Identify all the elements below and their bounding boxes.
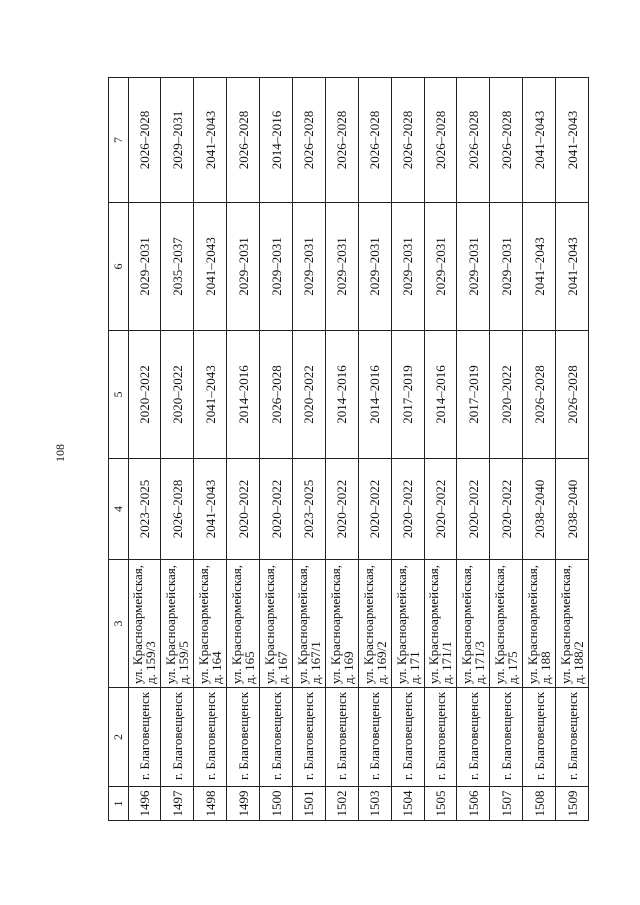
table-row (358, 78, 391, 821)
period-cell-col4: 2023–2025 (292, 459, 325, 560)
period-cell-col5: 2020–2022 (161, 331, 194, 459)
table-row (391, 78, 424, 821)
period-cell-col7: 2041–2043 (523, 78, 556, 203)
period-cell-col4: 2038–2040 (556, 459, 589, 560)
period-cell-col5: 2026–2028 (523, 331, 556, 459)
period-cell-col6: 2029–2031 (391, 203, 424, 331)
column-header: 3 (109, 560, 129, 688)
period-cell-col5: 2017–2019 (457, 331, 490, 459)
table-row (523, 78, 556, 821)
period-cell-col7: 2026–2028 (424, 78, 457, 203)
table-row (556, 78, 589, 821)
address-cell: ул. Красноармейская, д. 165 (227, 560, 260, 688)
period-cell-col7: 2041–2043 (194, 78, 227, 203)
column-header: 4 (109, 459, 129, 560)
header-row (109, 78, 129, 821)
address-cell: ул. Красноармейская, д. 159/5 (161, 560, 194, 688)
row-number-cell: 1496 (128, 787, 161, 821)
row-number-cell: 1497 (161, 787, 194, 821)
row-number-cell: 1501 (292, 787, 325, 821)
city-cell: г. Благовещенск (457, 688, 490, 787)
period-cell-col6: 2029–2031 (490, 203, 523, 331)
period-cell-col7: 2026–2028 (292, 78, 325, 203)
period-cell-col5: 2020–2022 (292, 331, 325, 459)
row-number-cell: 1507 (490, 787, 523, 821)
period-cell-col5: 2041–2043 (194, 331, 227, 459)
period-cell-col7: 2041–2043 (556, 78, 589, 203)
period-cell-col4: 2026–2028 (161, 459, 194, 560)
address-cell: ул. Красноармейская, д. 188 (523, 560, 556, 688)
city-cell: г. Благовещенск (424, 688, 457, 787)
period-cell-col6: 2041–2043 (194, 203, 227, 331)
city-cell: г. Благовещенск (490, 688, 523, 787)
address-cell: ул. Красноармейская, д. 175 (490, 560, 523, 688)
row-number-cell: 1502 (325, 787, 358, 821)
table-row (260, 78, 293, 821)
period-cell-col4: 2020–2022 (424, 459, 457, 560)
period-cell-col4: 2020–2022 (227, 459, 260, 560)
page-number: 108 (53, 444, 67, 462)
city-cell: г. Благовещенск (128, 688, 161, 787)
period-cell-col5: 2026–2028 (556, 331, 589, 459)
address-cell: ул. Красноармейская, д. 164 (194, 560, 227, 688)
period-cell-col6: 2029–2031 (227, 203, 260, 331)
column-header: 5 (109, 331, 129, 459)
row-number-cell: 1503 (358, 787, 391, 821)
table-row (325, 78, 358, 821)
table-row (194, 78, 227, 821)
table-row (424, 78, 457, 821)
table-row (227, 78, 260, 821)
city-cell: г. Благовещенск (292, 688, 325, 787)
table-body (109, 78, 589, 821)
period-cell-col6: 2029–2031 (128, 203, 161, 331)
table-row (292, 78, 325, 821)
row-number-cell: 1504 (391, 787, 424, 821)
address-cell: ул. Красноармейская, д. 188/2 (556, 560, 589, 688)
period-cell-col4: 2020–2022 (490, 459, 523, 560)
address-cell: ул. Красноармейская, д. 171 (391, 560, 424, 688)
period-cell-col6: 2041–2043 (556, 203, 589, 331)
period-cell-col4: 2038–2040 (523, 459, 556, 560)
period-cell-col5: 2017–2019 (391, 331, 424, 459)
period-cell-col5: 2014–2016 (227, 331, 260, 459)
period-cell-col4: 2020–2022 (457, 459, 490, 560)
row-number-cell: 1505 (424, 787, 457, 821)
period-cell-col6: 2041–2043 (523, 203, 556, 331)
period-cell-col7: 2026–2028 (325, 78, 358, 203)
period-cell-col6: 2029–2031 (424, 203, 457, 331)
period-cell-col6: 2029–2031 (358, 203, 391, 331)
address-cell: ул. Красноармейская, д. 169/2 (358, 560, 391, 688)
period-cell-col5: 2014–2016 (325, 331, 358, 459)
period-cell-col7: 2026–2028 (457, 78, 490, 203)
city-cell: г. Благовещенск (161, 688, 194, 787)
period-cell-col6: 2035–2037 (161, 203, 194, 331)
column-header: 1 (109, 787, 129, 821)
period-cell-col6: 2029–2031 (260, 203, 293, 331)
city-cell: г. Благовещенск (325, 688, 358, 787)
city-cell: г. Благовещенск (194, 688, 227, 787)
address-cell: ул. Красноармейская, д. 171/1 (424, 560, 457, 688)
row-number-cell: 1508 (523, 787, 556, 821)
period-cell-col4: 2020–2022 (391, 459, 424, 560)
address-cell: ул. Красноармейская, д. 171/3 (457, 560, 490, 688)
period-cell-col6: 2029–2031 (292, 203, 325, 331)
period-cell-col5: 2014–2016 (358, 331, 391, 459)
period-cell-col4: 2041–2043 (194, 459, 227, 560)
row-number-cell: 1500 (260, 787, 293, 821)
address-cell: ул. Красноармейская, д. 169 (325, 560, 358, 688)
period-cell-col4: 2020–2022 (260, 459, 293, 560)
city-cell: г. Благовещенск (391, 688, 424, 787)
city-cell: г. Благовещенск (556, 688, 589, 787)
schedule-table (108, 77, 589, 821)
period-cell-col5: 2020–2022 (490, 331, 523, 459)
period-cell-col7: 2026–2028 (490, 78, 523, 203)
period-cell-col5: 2026–2028 (260, 331, 293, 459)
period-cell-col5: 2020–2022 (128, 331, 161, 459)
city-cell: г. Благовещенск (227, 688, 260, 787)
table-row (128, 78, 161, 821)
period-cell-col7: 2026–2028 (227, 78, 260, 203)
column-header: 7 (109, 78, 129, 203)
city-cell: г. Благовещенск (523, 688, 556, 787)
address-cell: ул. Красноармейская, д. 167/1 (292, 560, 325, 688)
period-cell-col4: 2020–2022 (358, 459, 391, 560)
period-cell-col4: 2023–2025 (128, 459, 161, 560)
row-number-cell: 1498 (194, 787, 227, 821)
period-cell-col4: 2020–2022 (325, 459, 358, 560)
period-cell-col7: 2014–2016 (260, 78, 293, 203)
row-number-cell: 1506 (457, 787, 490, 821)
table-row (457, 78, 490, 821)
period-cell-col7: 2026–2028 (391, 78, 424, 203)
period-cell-col7: 2029–2031 (161, 78, 194, 203)
city-cell: г. Благовещенск (358, 688, 391, 787)
period-cell-col6: 2029–2031 (325, 203, 358, 331)
period-cell-col5: 2014–2016 (424, 331, 457, 459)
table-row (490, 78, 523, 821)
period-cell-col6: 2029–2031 (457, 203, 490, 331)
row-number-cell: 1499 (227, 787, 260, 821)
rotated-table-wrapper (108, 78, 589, 821)
period-cell-col7: 2026–2028 (128, 78, 161, 203)
period-cell-col7: 2026–2028 (358, 78, 391, 203)
address-cell: ул. Красноармейская, д. 159/3 (128, 560, 161, 688)
row-number-cell: 1509 (556, 787, 589, 821)
table-row (161, 78, 194, 821)
city-cell: г. Благовещенск (260, 688, 293, 787)
column-header: 2 (109, 688, 129, 787)
column-header: 6 (109, 203, 129, 331)
address-cell: ул. Красноармейская, д. 167 (260, 560, 293, 688)
